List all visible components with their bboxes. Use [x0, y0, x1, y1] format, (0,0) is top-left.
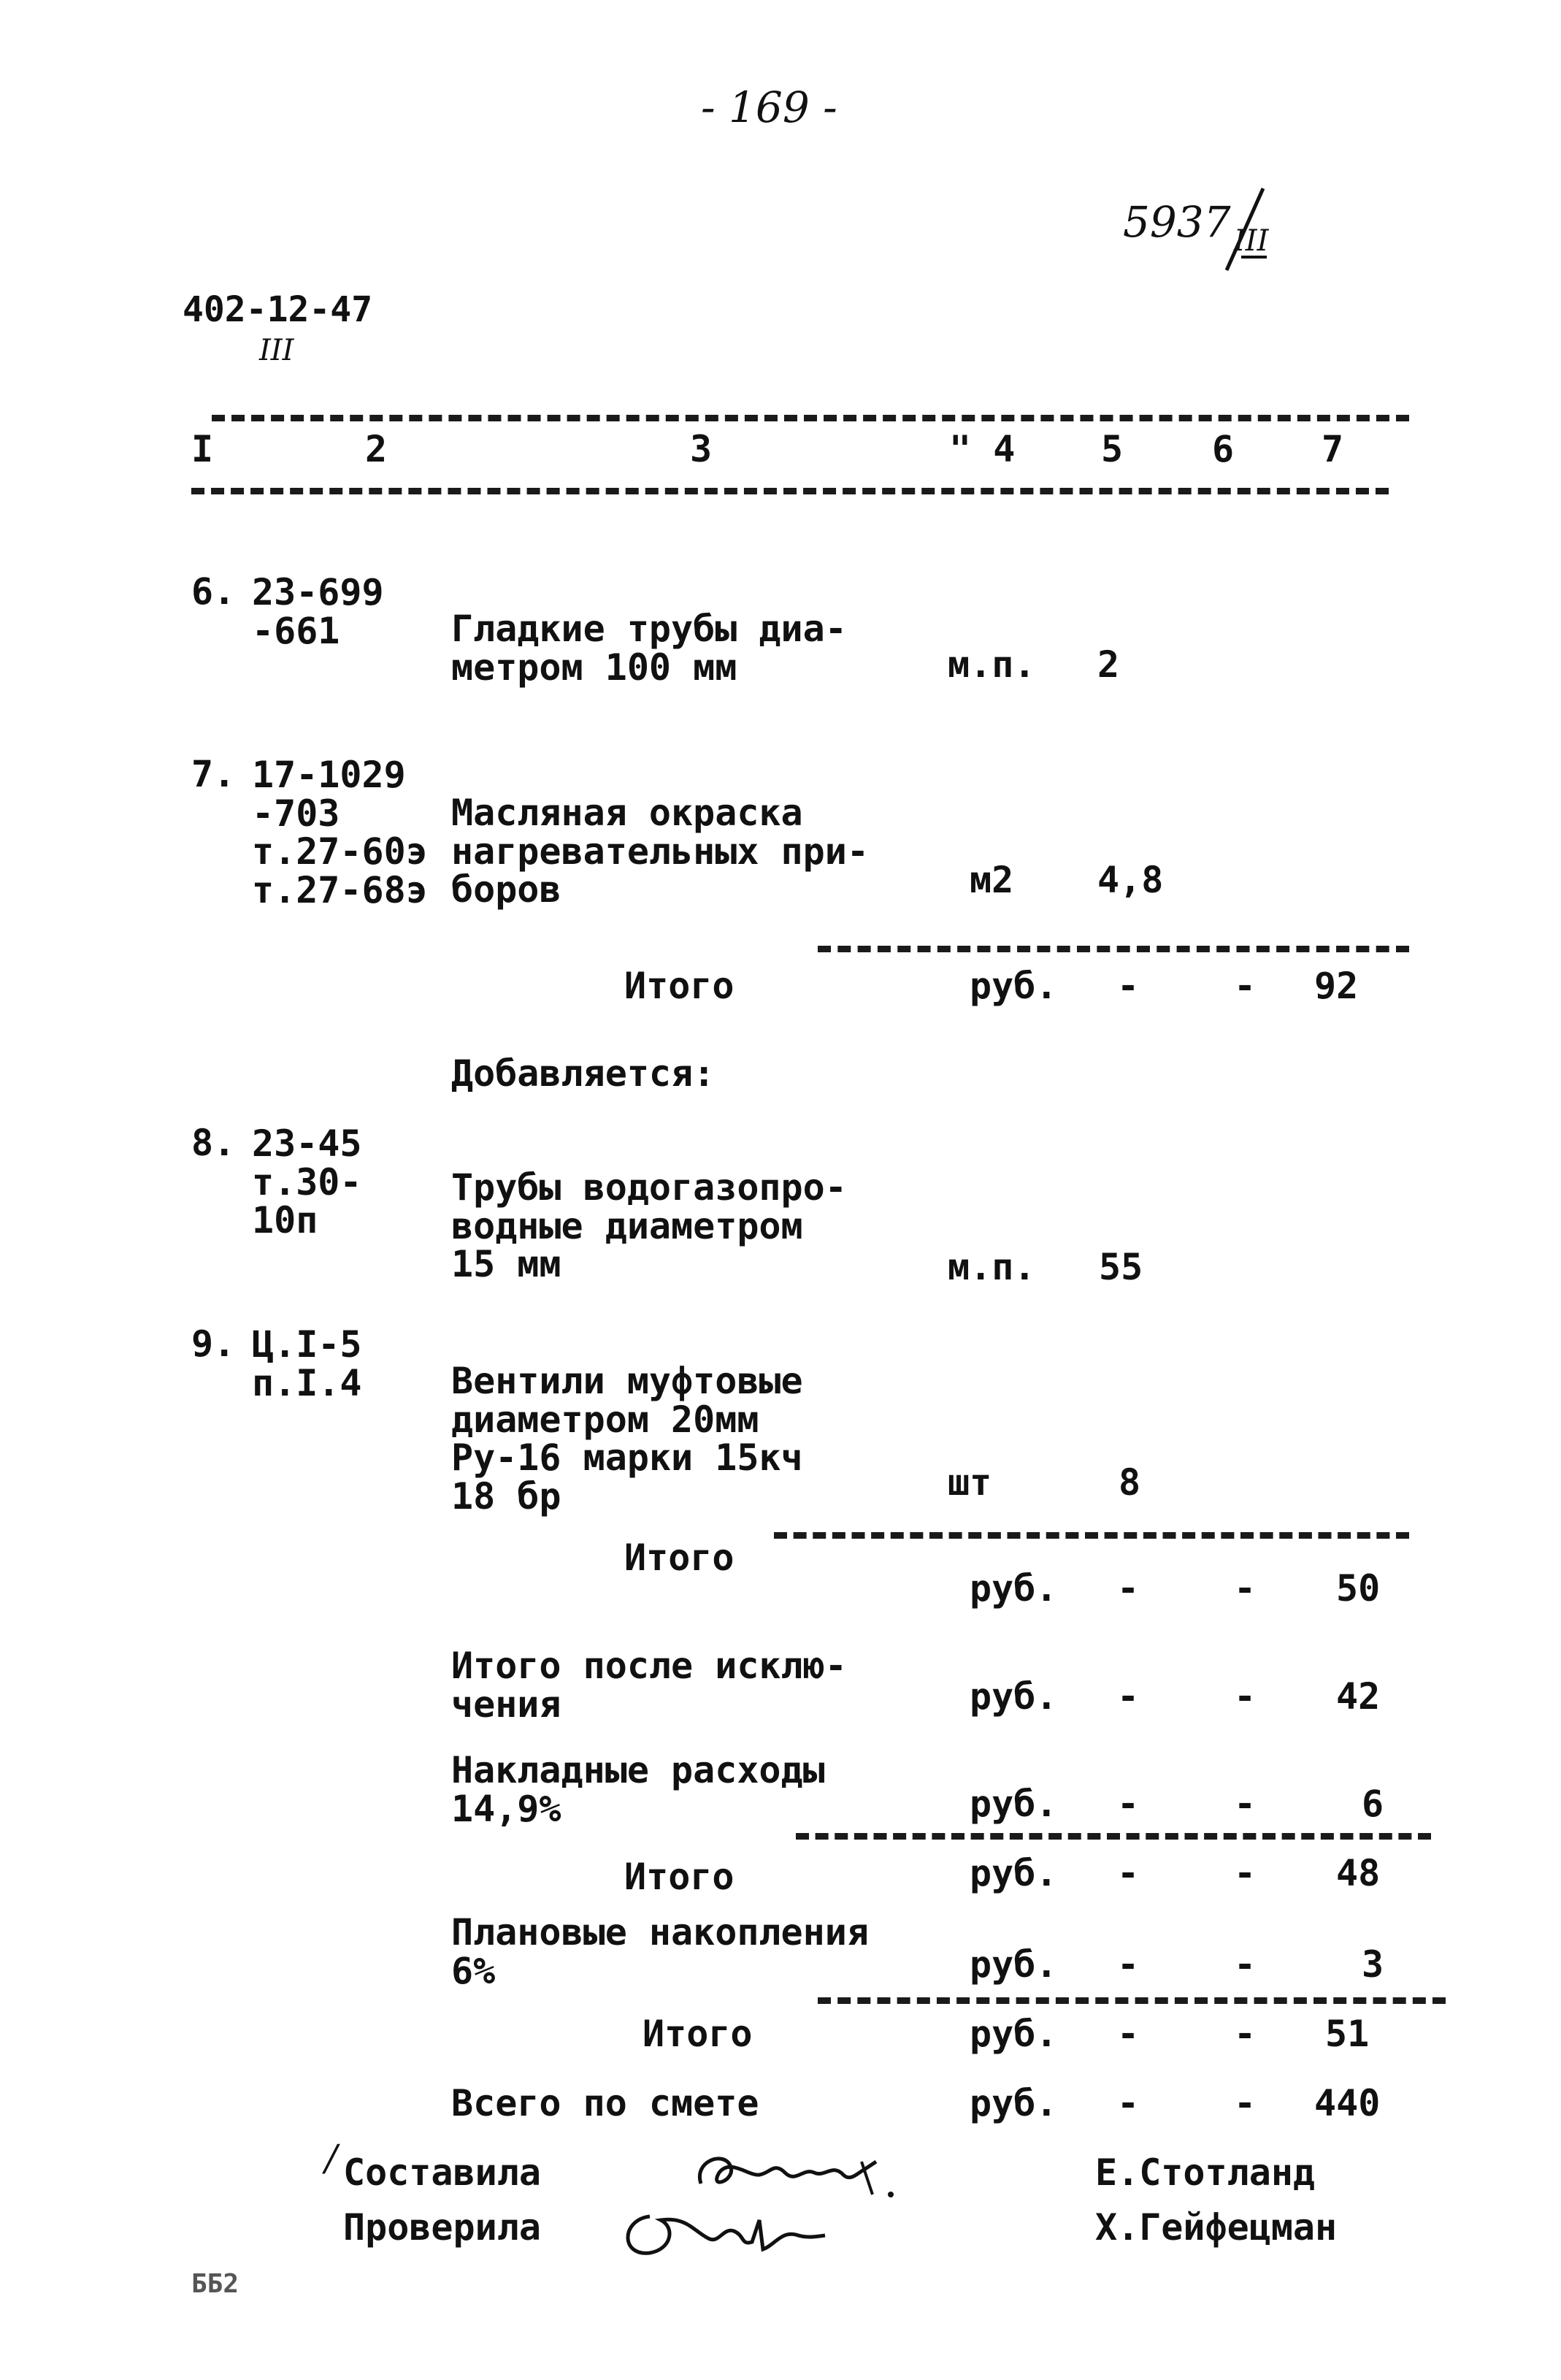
col-header-2: 2 — [365, 428, 388, 470]
archive-number: 5937 — [1123, 197, 1231, 247]
total-6-c5: - — [1117, 1943, 1140, 1986]
grand-total-c6: - — [1234, 2082, 1257, 2124]
total-4-unit: руб. — [970, 1783, 1058, 1825]
row-7-desc: Масляная окраска нагревательных при- боров — [451, 792, 869, 911]
footer-mark: ББ2 — [191, 2269, 239, 2299]
header-top-rule — [212, 415, 1409, 421]
signature-tick: / — [325, 2137, 337, 2179]
total-4-label: Накладные расходы 14,9% — [451, 1749, 825, 1830]
total-3-c5: - — [1117, 1675, 1140, 1718]
grand-total-label: Всего по смете — [451, 2082, 759, 2124]
total-6-unit: руб. — [970, 1943, 1058, 1986]
total-1-unit: руб. — [970, 965, 1058, 1007]
grand-total-c5: - — [1117, 2082, 1140, 2124]
row-9-code: Ц.I-5 п.I.4 — [252, 1323, 362, 1404]
subtotal-rule-3 — [796, 1833, 1431, 1840]
header-bottom-rule — [191, 488, 1389, 494]
row-6-desc: Гладкие трубы диа- метром 100 мм — [451, 608, 847, 689]
col-header-7: 7 — [1322, 428, 1344, 470]
total-1-c7: 92 — [1314, 965, 1359, 1007]
subtotal-rule-2 — [774, 1532, 1409, 1539]
total-2-c6: - — [1234, 1567, 1257, 1610]
grand-total-unit: руб. — [970, 2082, 1058, 2124]
compiled-label: Составила — [343, 2151, 541, 2194]
total-1-c6: - — [1234, 965, 1257, 1007]
doc-code-sub: III — [259, 334, 294, 367]
row-8-num: 8. — [191, 1122, 236, 1164]
total-7-unit: руб. — [970, 2013, 1058, 2055]
row-8-unit: м.п. — [948, 1246, 1036, 1288]
row-8-code: 23-45 т.30- 10п — [252, 1122, 362, 1241]
total-2-c5: - — [1117, 1567, 1140, 1610]
grand-total-c7: 440 — [1314, 2082, 1381, 2124]
total-3-label: Итого после исклю- чения — [451, 1645, 847, 1726]
total-1-label: Итого — [624, 965, 735, 1007]
col-header-3: 3 — [690, 428, 713, 470]
col-header-6: 6 — [1212, 428, 1235, 470]
total-4-c7: 6 — [1362, 1783, 1384, 1825]
checked-signature — [606, 2187, 840, 2268]
total-7-label: Итого — [643, 2013, 753, 2055]
total-5-c6: - — [1234, 1852, 1257, 1894]
row-8-desc: Трубы водогазопро- водные диаметром 15 мм — [451, 1166, 847, 1285]
row-6-unit: м.п. — [948, 643, 1036, 686]
row-7-num: 7. — [191, 753, 236, 795]
row-9-qty: 8 — [1119, 1461, 1141, 1504]
total-3-unit: руб. — [970, 1675, 1058, 1718]
total-7-c7: 51 — [1325, 2013, 1370, 2055]
total-7-c5: - — [1117, 2013, 1140, 2055]
row-7-unit: м2 — [970, 859, 1014, 901]
doc-code: 402-12-47 — [183, 289, 373, 330]
total-4-c5: - — [1117, 1783, 1140, 1825]
total-7-c6: - — [1234, 2013, 1257, 2055]
total-5-label: Итого — [624, 1856, 735, 1898]
col-header-5: 5 — [1101, 428, 1124, 470]
subtotal-rule-1 — [818, 946, 1409, 952]
row-7-code: 17-1029 -703 т.27-60э т.27-68э — [252, 754, 428, 911]
checked-label: Проверила — [343, 2206, 541, 2249]
total-5-unit: руб. — [970, 1852, 1058, 1894]
total-3-c7: 42 — [1336, 1675, 1381, 1718]
row-6-code: 23-699 -661 — [252, 571, 384, 652]
total-2-label: Итого — [624, 1537, 735, 1579]
row-9-num: 9. — [191, 1323, 236, 1365]
row-6-qty: 2 — [1097, 643, 1120, 686]
total-5-c5: - — [1117, 1852, 1140, 1894]
total-6-c7: 3 — [1362, 1943, 1384, 1986]
total-5-c7: 48 — [1336, 1852, 1381, 1894]
page-number: - 169 - — [701, 83, 837, 132]
compiled-name: Е.Стотланд — [1095, 2151, 1316, 2194]
total-2-unit: руб. — [970, 1567, 1058, 1610]
total-6-c6: - — [1234, 1943, 1257, 1986]
total-1-c5: - — [1117, 965, 1140, 1007]
col-header-1: I — [191, 428, 214, 470]
added-heading: Добавляется: — [451, 1052, 716, 1095]
row-9-unit: шт — [948, 1461, 992, 1504]
row-6-num: 6. — [191, 570, 236, 613]
archive-sub: III — [1234, 224, 1269, 258]
row-9-desc: Вентили муфтовые диаметром 20мм Ру-16 марки 15кч 18 бр — [451, 1360, 803, 1518]
subtotal-rule-4 — [818, 1997, 1446, 2004]
col-header-4: " 4 — [949, 428, 1016, 470]
checked-name: Х.Гейфецман — [1095, 2206, 1338, 2249]
row-7-qty: 4,8 — [1097, 859, 1164, 901]
total-4-c6: - — [1234, 1783, 1257, 1825]
total-3-c6: - — [1234, 1675, 1257, 1718]
total-2-c7: 50 — [1336, 1567, 1381, 1610]
row-8-qty: 55 — [1099, 1246, 1143, 1288]
total-6-label: Плановые накопления 6% — [451, 1911, 869, 1992]
